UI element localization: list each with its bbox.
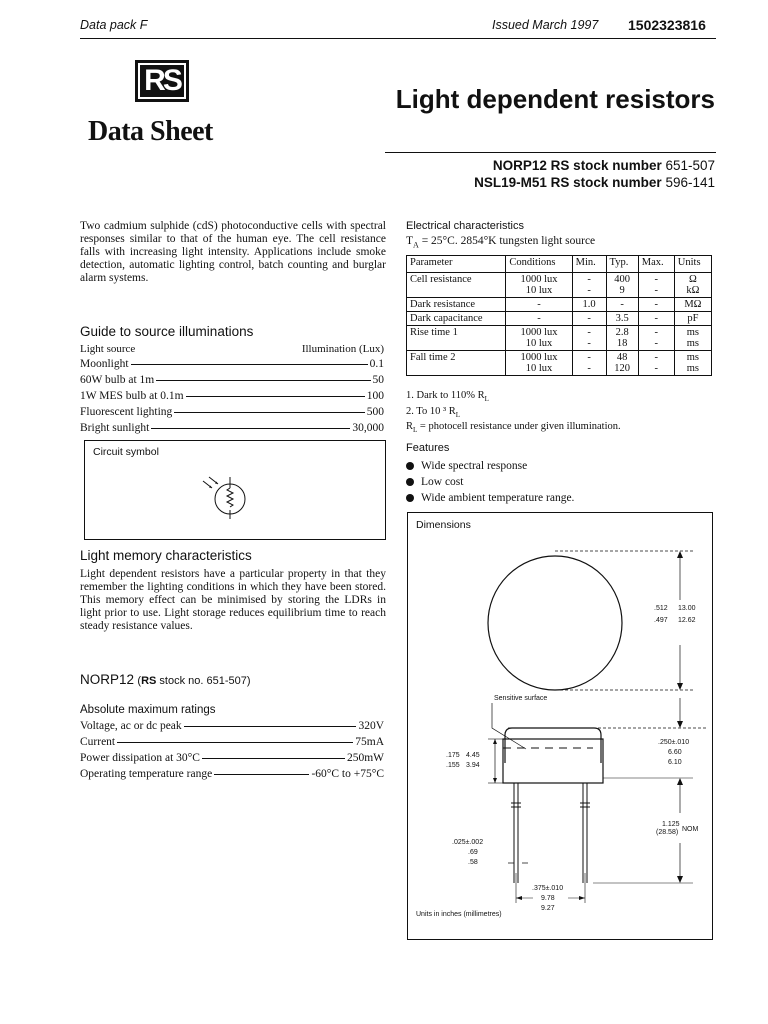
note-1 [406, 390, 621, 406]
guide-columns [80, 343, 384, 355]
cell-min [572, 273, 606, 298]
issue-date: Issued March 1997 [492, 18, 599, 32]
guide-lux: 500 [366, 406, 384, 418]
guide-row [80, 422, 384, 438]
norp-heading [80, 672, 251, 688]
cell-line: kΩ [686, 285, 700, 296]
feature-item [406, 490, 574, 506]
document-code: 1502323816 [628, 17, 706, 33]
bullet-icon [406, 478, 414, 486]
guide-lux: 100 [366, 390, 384, 402]
col-conditions: Conditions [506, 256, 572, 273]
cell-line: 400 [614, 274, 630, 285]
guide-row [80, 390, 384, 406]
title-rule [385, 152, 716, 153]
rating-row [80, 752, 384, 768]
rating-label: Current [80, 736, 116, 748]
guide-heading: Guide to source illuminations [80, 324, 254, 339]
guide-lux: 0.1 [369, 358, 384, 370]
circuit-symbol-label: Circuit symbol [93, 446, 159, 458]
cell-line: 48 [616, 352, 628, 363]
rating-value: 320V [358, 720, 384, 732]
cell-units [674, 326, 711, 351]
cell-typ [606, 273, 638, 298]
cell-max: - [638, 312, 674, 326]
leader-line [131, 364, 368, 365]
cell-max: - [638, 298, 674, 312]
table-row [407, 298, 712, 312]
ldr-symbol-icon [195, 475, 255, 519]
cell-units: MΩ [674, 298, 711, 312]
memory-heading: Light memory characteristics [80, 548, 252, 563]
cell-line: - [587, 338, 591, 349]
lead-mm: (28.58) [656, 829, 679, 836]
data-sheet-caption: Data Sheet [88, 116, 213, 147]
rating-row [80, 736, 384, 752]
guide-list [80, 358, 384, 438]
cell-max [638, 351, 674, 376]
cell-line: 10 lux [525, 285, 553, 296]
cell-line: 1000 lux [520, 327, 558, 338]
cell-line: 9 [619, 285, 625, 296]
cell-line: - [587, 274, 591, 285]
cell-typ: 3.5 [606, 312, 638, 326]
guide-row [80, 374, 384, 390]
cond-sub: A [413, 240, 419, 250]
cell-min: - [572, 312, 606, 326]
cell-line: Ω [688, 274, 697, 285]
features-list [406, 458, 574, 506]
cell-units: pF [674, 312, 711, 326]
test-conditions [406, 235, 595, 249]
cell-line: 10 lux [525, 363, 553, 374]
cell-line: - [654, 363, 658, 374]
cell-line: 120 [614, 363, 630, 374]
table-row [407, 273, 712, 298]
guide-source: 1W MES bulb at 0.1m [80, 390, 184, 402]
cell-min [572, 326, 606, 351]
col-max: Max. [638, 256, 674, 273]
wire-mm: .69 [468, 849, 478, 856]
pitch-mm: 9.78 [541, 895, 555, 902]
dimensions-box [407, 512, 713, 940]
sensitive-label: Sensitive surface [494, 695, 548, 702]
dimensions-drawing [408, 513, 714, 941]
guide-source: Fluorescent lighting [80, 406, 173, 418]
dia-in2: .497 [654, 617, 668, 624]
rating-value: -60°C to +75°C [311, 768, 384, 780]
stock-label: NORP12 RS stock number [492, 158, 666, 173]
note-text: 2. To 10 ³ R [406, 405, 456, 417]
rating-value: 250mW [346, 752, 384, 764]
note-text: 1. Dark to 110% R [406, 390, 485, 401]
cond-rest: = 25°C. 2854°K tungsten light source [418, 235, 596, 247]
height-in2: .155 [446, 762, 460, 769]
leader-line [156, 380, 370, 381]
dia-mm: 13.00 [678, 605, 696, 612]
pitch-mm2: 9.27 [541, 905, 555, 912]
data-pack-label: Data pack F [80, 18, 148, 32]
leader-line [151, 428, 350, 429]
ratings-list [80, 720, 384, 784]
note-3 [406, 421, 621, 437]
cell-line: - [654, 327, 658, 338]
lead-nom: NOM [682, 826, 699, 833]
rating-row [80, 768, 384, 784]
ratings-heading: Absolute maximum ratings [80, 704, 216, 716]
guide-source: Bright sunlight [80, 422, 150, 434]
note-after: = photocell resistance under given illumination. [417, 421, 621, 433]
dimensions-label: Dimensions [416, 519, 471, 531]
feature-text: Low cost [421, 476, 464, 488]
lead-in: 1.125 [662, 821, 680, 828]
table-row [407, 326, 712, 351]
bullet-icon [406, 462, 414, 470]
cell-min [572, 351, 606, 376]
units-note: Units in inches (millimetres) [416, 911, 502, 918]
cell-max [638, 273, 674, 298]
circuit-symbol-box [84, 440, 386, 540]
cell-param: Dark resistance [407, 298, 506, 312]
stock-line-1 [493, 158, 715, 173]
cell-typ [606, 351, 638, 376]
bullet-icon [406, 494, 414, 502]
electrical-table [406, 255, 712, 376]
wire-mm2: .58 [468, 859, 478, 866]
dia-mm2: 12.62 [678, 617, 696, 624]
norp-stock: stock no. 651-507) [156, 675, 251, 687]
col-units: Units [674, 256, 711, 273]
leader-line [117, 742, 353, 743]
guide-col-source: Light source [80, 343, 136, 355]
guide-row [80, 406, 384, 422]
rating-label: Operating temperature range [80, 768, 213, 780]
table-header-row [407, 256, 712, 273]
note-sub: L [484, 395, 489, 404]
guide-source: Moonlight [80, 358, 129, 370]
rating-label: Voltage, ac or dc peak [80, 720, 182, 732]
feature-item [406, 458, 574, 474]
norp-name: NORP12 [80, 672, 135, 687]
cell-line: - [587, 363, 591, 374]
intro-paragraph: Two cadmium sulphide (cdS) photoconductive cells with spectral responses similar to that of the human eye. The cell resistance falls with increasing light intensity. Applications include smoke detection, automatic lighting control, batch counting and burglar alarm systems. [80, 220, 386, 284]
table-row [407, 351, 712, 376]
note-sub: L [455, 410, 461, 419]
thickness-in: .250±.010 [658, 739, 690, 746]
wire-in: .025±.002 [452, 839, 484, 846]
cell-line: 18 [616, 338, 628, 349]
stock-number: 596-141 [665, 175, 715, 190]
height-in: .175 [446, 752, 460, 759]
leader-line [202, 758, 345, 759]
cell-cond [506, 351, 572, 376]
leader-line [214, 774, 309, 775]
cell-line: ms [686, 352, 700, 363]
cell-line: ms [686, 363, 700, 374]
guide-row [80, 358, 384, 374]
cell-line: ms [686, 338, 700, 349]
cell-units [674, 351, 711, 376]
pitch-in: .375±.010 [532, 885, 564, 892]
cell-cond [506, 273, 572, 298]
guide-source: 60W bulb at 1m [80, 374, 155, 386]
cell-line: - [587, 352, 591, 363]
electrical-heading: Electrical characteristics [406, 220, 524, 232]
cell-line: - [587, 327, 591, 338]
feature-item [406, 474, 574, 490]
norp-paren: ( [137, 675, 142, 687]
rating-row [80, 720, 384, 736]
thickness-mm: 6.60 [668, 749, 682, 756]
rating-label: Power dissipation at 30°C [80, 752, 200, 764]
cell-param: Fall time 2 [407, 351, 506, 376]
rs-logo: RS [135, 60, 189, 102]
stock-number: 651-507 [665, 158, 715, 173]
col-min: Min. [572, 256, 606, 273]
guide-lux: 50 [372, 374, 384, 386]
page-title: Light dependent resistors [395, 84, 715, 114]
table-row [407, 312, 712, 326]
col-typ: Typ. [606, 256, 638, 273]
note-2 [406, 406, 621, 422]
header-rule [80, 38, 716, 39]
stock-line-2 [474, 175, 715, 190]
cell-cond: - [506, 312, 572, 326]
cell-line: - [654, 338, 658, 349]
height-mm: 4.45 [466, 752, 480, 759]
col-parameter: Parameter [407, 256, 506, 273]
norp-rs: RS [141, 675, 157, 687]
cell-param: Dark capacitance [407, 312, 506, 326]
cell-line: 1000 lux [520, 274, 558, 285]
feature-text: Wide ambient temperature range. [421, 492, 575, 504]
height-mm2: 3.94 [466, 762, 480, 769]
cell-line: 2.8 [615, 327, 629, 338]
leader-line [174, 412, 364, 413]
cell-max [638, 326, 674, 351]
table-notes [406, 390, 621, 437]
cell-line: 1000 lux [520, 352, 558, 363]
cell-cond: - [506, 298, 572, 312]
feature-text: Wide spectral response [421, 460, 528, 472]
cell-param: Cell resistance [407, 273, 506, 298]
cell-cond [506, 326, 572, 351]
guide-lux: 30,000 [352, 422, 384, 434]
cell-line: 10 lux [525, 338, 553, 349]
leader-line [184, 726, 357, 727]
note-sub: L [413, 426, 418, 435]
cell-min: 1.0 [572, 298, 606, 312]
dia-in: .512 [654, 605, 668, 612]
cell-typ [606, 326, 638, 351]
cond-prefix: T [406, 235, 414, 247]
cell-units [674, 273, 711, 298]
stock-label: NSL19-M51 RS stock number [474, 175, 666, 190]
memory-paragraph: Light dependent resistors have a particular property in that they remember the lighting conditions in which they have been stored. This memory effect can be minimised by storing the LDRs in light prior to use. Light storage reduces equilibrium time to reach steady resistance values. [80, 568, 386, 632]
cell-line: - [654, 352, 658, 363]
rating-value: 75mA [355, 736, 384, 748]
cell-typ: - [606, 298, 638, 312]
cell-param: Rise time 1 [407, 326, 506, 351]
features-heading: Features [406, 442, 450, 454]
leader-line [186, 396, 365, 397]
cell-line: - [654, 285, 658, 296]
note-text: R [406, 421, 414, 433]
cell-line: - [587, 285, 591, 296]
guide-col-lux: Illumination (Lux) [301, 343, 384, 355]
thickness-mm2: 6.10 [668, 759, 682, 766]
cell-line: - [654, 274, 658, 285]
cell-line: ms [686, 327, 700, 338]
